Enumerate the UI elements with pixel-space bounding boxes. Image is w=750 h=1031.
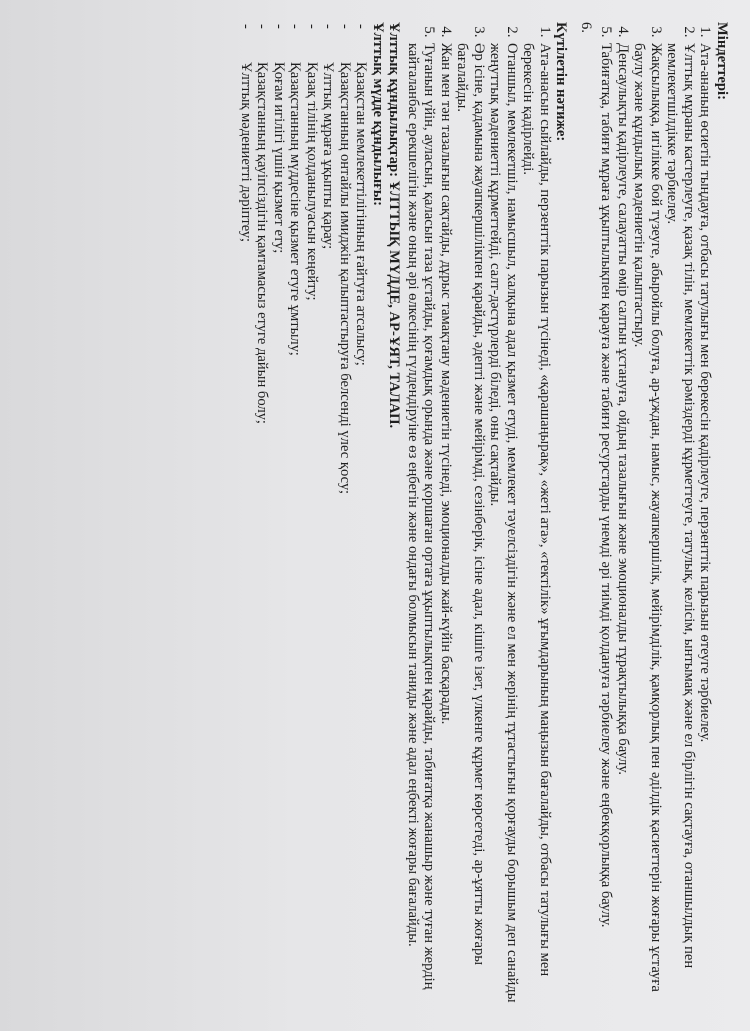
value-item	[287, 22, 304, 1007]
goal-item: 3. Жақсылыққа, игілікке бой түзеуге, абыройлы болуға, ар-ұждан, намыс, жауапкершілік, мейірімділік, қамқорлық пен әділдік қасиеттерін жоғары ұстауға баулу және құндылық мәдениетін қалыптастыру.	[631, 41, 664, 1007]
result-item: 2. Отаншыл, мемлекетшіл, намысшыл, халқына адал қызмет етуді, мемлекет тәуелсіздігін және ел мен жерінің тұтастығын қорғауды борышым деп санайды жеңуттық мәдениетті құрметтейді, салт-дәстүрлерді біледі, оны сақтайды.	[487, 41, 520, 1007]
document-content	[238, 22, 731, 1007]
goals-heading: Міндеттері:	[714, 22, 730, 100]
result-item: 1. Ата-анасын сыйлайды, перзенттік парызын түсінеді, «қарашаңырақ», «жеті ата», «тектілік» ұғымдарының маңызын бағалайды, отбасы татулығы мен берекесін қадірлейді.	[520, 41, 553, 1007]
goal-item: 1. Ата-ананың өсиетін тыңдауға, отбасы татулығы мен берекесін қадірлеуге, перзенттік парызын өтеуге тәрбиелеу.	[697, 41, 714, 1007]
dash-marker: -	[287, 24, 304, 29]
value-item-text: Қазақ тілінің қолданылуасын кеңейту;	[304, 62, 320, 301]
dash-marker: -	[337, 24, 353, 29]
dash-marker: -	[238, 24, 254, 29]
result-item: 5. Туғанын үйін, ауласын, қаласын таза ұстайды, қоғамдық орында және қоршаған ортаға ұқыптылықпен қарайды, табиғатқа жанашыр және туған жердің кайталанбас ерекшелігін және оның әрі өлкесінің гүлдендіруіне өз еңбегін және ондағы болмысын таниды және адал еңбекті жоғары бағалайды.	[405, 41, 438, 1007]
value-item	[353, 22, 370, 1007]
value-item	[304, 22, 321, 1007]
dash-marker: -	[254, 24, 271, 29]
national-interest-list	[238, 22, 370, 1007]
dash-marker: -	[353, 24, 370, 29]
value-item	[238, 22, 255, 1007]
value-item	[337, 22, 354, 1007]
value-item-text: Қоғам игілігі үшін қызмет ету;	[271, 62, 287, 254]
goal-item-6-number: 6.	[578, 22, 594, 33]
goals-list	[598, 22, 714, 1007]
value-item-text: Қазақстанның онтайлы имиджін қалыптастыруға белсенді үлес қосу;	[337, 62, 353, 495]
result-item: 3. Әр ісіне, қадамына жауапкершілікпен қарайды, әдепті және мейірімді, сезінберік, ісіне адал, кішіге ізет, үлкенге құрмет көрсетеді, ар-ұятты жоғары бағалайды.	[454, 41, 487, 1007]
value-item	[320, 22, 337, 1007]
national-values-title: Ұлттық құндылықтар: ҰЛТТЫҚ МҮДДЕ, АР-ҰЯТ, ТАЛАП.	[386, 22, 403, 429]
dash-marker: -	[271, 24, 287, 29]
value-item-text: Ұлттық мұраға ұқыпты қарау;	[320, 62, 337, 250]
dash-marker: -	[320, 24, 337, 29]
goal-item: 4. Денсаулықты қадірлеуге, салауатты өмір салтын ұстануға, ойдың тазалығын және эмоционалды тұрақтылыққа баулу.	[615, 41, 632, 1007]
dash-marker: -	[304, 24, 320, 29]
results-heading: Күтілетін нәтиже:	[553, 22, 570, 142]
value-item-text: Қазақстан мемлекеттілігінның ғайтуға атсалысу;	[353, 62, 370, 366]
goal-item: 2. Ұлттық мұраны кастерлеуге, қазақ тілін, мемлекеттік рәміздерді құрметтеуге, татулық, келісім, ынтымақ және ел бірлігін сақтауға, отаншылдық пен мемлекетшілдікке тәрбиелеу.	[664, 41, 697, 1007]
value-item	[271, 22, 288, 1007]
value-item-text: Қазақстанның мүддесіне қызмет етуге ұмтылу;	[287, 62, 304, 356]
result-item: 4. Жан мен тән тазалығын сақтайды, дұрыс тамақтану мәдениетін түсінеді, эмоционалды жай-күйін басқарады.	[438, 41, 455, 1007]
goal-item: 5. Табиғатқа, табиғи мұраға ұқыптылықпен қарауға және табиғи ресурстарды үнемді әрі тиімді қолдануға тәрбиелеу және еңбекқорлыққа баулу.	[598, 41, 615, 1007]
value-item-text: Ұлттық мәдениетті дәріптеу;	[238, 62, 254, 243]
national-interest-heading: Ұлттық мүдде құндылығы:	[370, 22, 386, 206]
results-list	[405, 22, 554, 1007]
value-item	[254, 22, 271, 1007]
value-item-text: Қазақстанның қауіпсіздігін қамтамасыз етуге дайын болу;	[254, 62, 271, 424]
